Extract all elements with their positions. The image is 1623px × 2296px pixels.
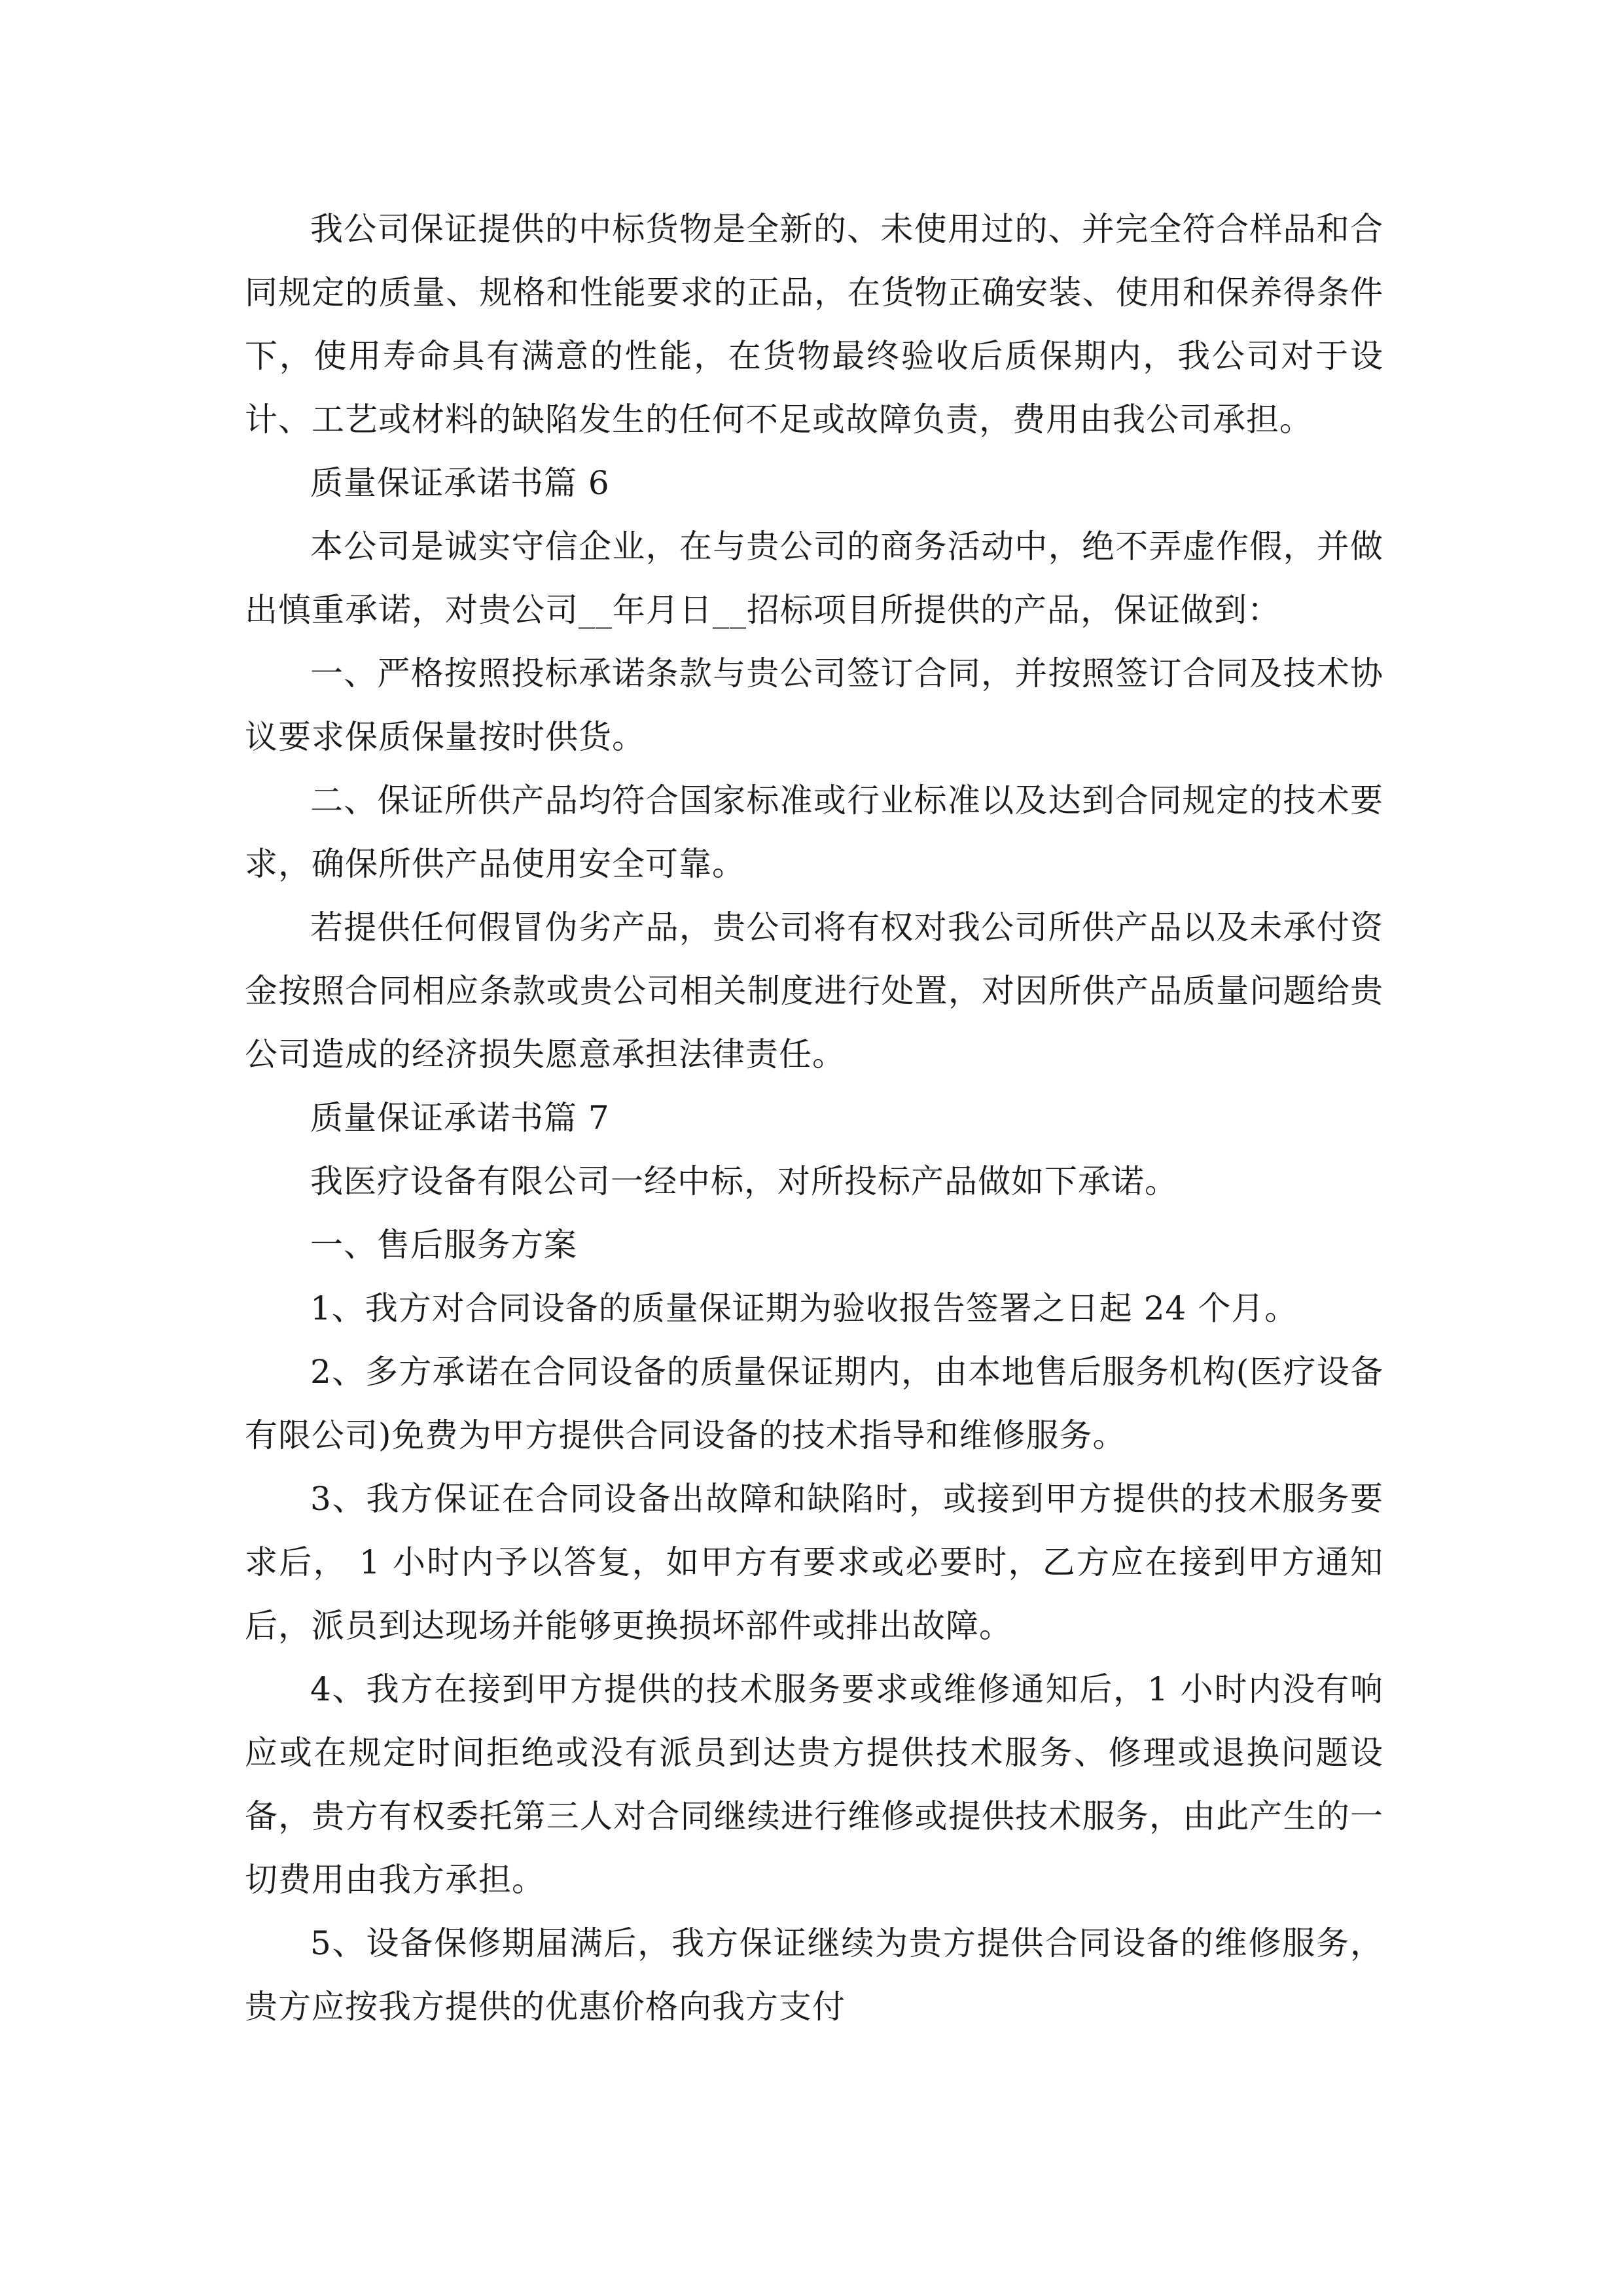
paragraph-item-2-standards: 二、保证所供产品均符合国家标准或行业标准以及达到合同规定的技术要求，确保所供产品使用安全可靠。 [245, 781, 1383, 883]
paragraph-service-item-2: 2、多方承诺在合同设备的质量保证期内，由本地售后服务机构(医疗设备有限公司)免费为甲方提供合同设备的技术指导和维修服务。 [245, 1353, 1383, 1454]
paragraph-integrity-commitment: 本公司是诚实守信企业，在与贵公司的商务活动中，绝不弄虚作假，并做出慎重承诺，对贵公司__年月日__招标项目所提供的产品，保证做到： [245, 528, 1383, 629]
paragraph-liability: 若提供任何假冒伪劣产品，贵公司将有权对我公司所供产品以及未承付资金按照合同相应条款或贵公司相关制度进行处置，对因所供产品质量问题给贵公司造成的经济损失愿意承担法律责任。 [245, 908, 1383, 1073]
paragraph-service-item-1: 1、我方对合同设备的质量保证期为验收报告签署之日起 24 个月。 [310, 1289, 1298, 1327]
paragraph-service-item-4: 4、我方在接到甲方提供的技术服务要求或维修通知后，1 小时内没有响应或在规定时间拒绝或没有派员到达贵方提供技术服务、修理或退换问题设备，贵方有权委托第三人对合同继续进行维修或提供技术服务，由此产生的一切费用由我方承担。 [245, 1670, 1383, 1899]
paragraph-service-item-5: 5、设备保修期届满后，我方保证继续为贵方提供合同设备的维修服务，贵方应按我方提供的优惠价格向我方支付 [245, 1924, 1383, 2026]
section-heading-6: 质量保证承诺书篇 6 [310, 464, 610, 502]
paragraph-service-item-3: 3、我方保证在合同设备出故障和缺陷时，或接到甲方提供的技术服务要求后， 1 小时内予以答复，如甲方有要求或必要时，乙方应在接到甲方通知后，派员到达现场并能够更换损坏部件或排出故障。 [245, 1480, 1383, 1645]
subheading-after-sales-plan: 一、售后服务方案 [310, 1226, 577, 1264]
paragraph-item-1-contract: 一、严格按照投标承诺条款与贵公司签订合同，并按照签订合同及技术协议要求保质保量按时供货。 [245, 655, 1383, 756]
paragraph-bid-commitment: 我医疗设备有限公司一经中标，对所投标产品做如下承诺。 [310, 1162, 1178, 1200]
document-body [245, 198, 1383, 2039]
paragraph-quality-guarantee: 我公司保证提供的中标货物是全新的、未使用过的、并完全符合样品和合同规定的质量、规格和性能要求的正品，在货物正确安装、使用和保养得条件下，使用寿命具有满意的性能，在货物最终验收后质保期内，我公司对于设计、工艺或材料的缺陷发生的任何不足或故障负责，费用由我公司承担。 [245, 210, 1383, 439]
section-heading-7: 质量保证承诺书篇 7 [310, 1099, 610, 1137]
